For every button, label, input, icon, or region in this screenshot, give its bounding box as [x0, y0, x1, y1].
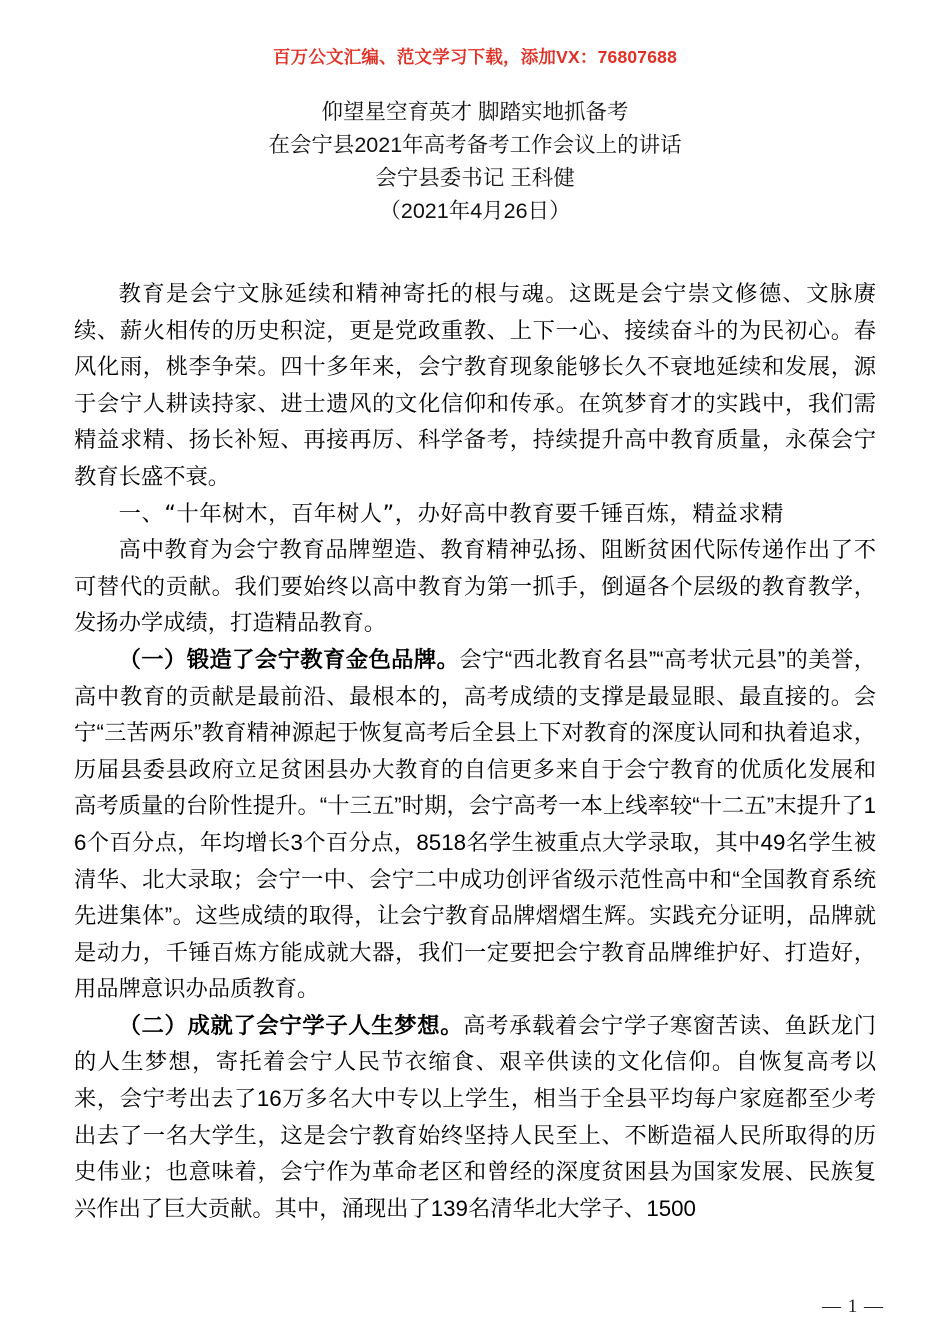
subsection-two-lead: （二）成就了会宁学子人生梦想。 — [118, 1012, 464, 1038]
paragraph-section-one-intro: 高中教育为会宁教育品牌塑造、教育精神弘扬、阻断贫困代际传递作出了不可替代的贡献。我们要始终以高中教育为第一抓手，倒逼各个层级的教育教学，发扬办学成绩，打造精品教育。 — [74, 537, 876, 636]
subsection-two-body: 高考承载着会宁学子寒窗苦读、鱼跃龙门的人生梦想，寄托着会宁人民节衣缩食、艰辛供读的文化信仰。自恢复高考以来，会宁考出去了16万多名大中专以上学生，相当于全县平均每户家庭都至少考出去了一名大学生，这是会宁教育始终坚持人民至上、不断造福人民所取得的历史伟业；也意味着，会宁作为革命老区和曾经的深度贫困县为国家发展、民族复兴作出了巨大贡献。其中，涌现出了139名清华北大学子、1500 — [74, 1012, 876, 1221]
section-heading-one: 一、“十年树木，百年树人”，办好高中教育要千锤百炼，精益求精 — [118, 500, 785, 527]
paragraph-subsection-one — [74, 642, 876, 1008]
title-line-date: （2021年4月26日） — [379, 199, 571, 223]
title-line-main: 仰望星空育英才 脚踏实地抓备考 — [321, 100, 629, 124]
title-line-subtitle: 在会宁县2021年高考备考工作会议上的讲话 — [268, 133, 682, 157]
title-line-speaker: 会宁县委书记 王科健 — [375, 166, 575, 190]
paragraph-subsection-two — [74, 1008, 876, 1228]
document-body — [74, 276, 876, 1227]
document-title-block — [0, 96, 950, 228]
paragraph-intro: 教育是会宁文脉延续和精神寄托的根与魂。这既是会宁崇文修德、文脉赓续、薪火相传的历史积淀，更是党政重教、上下一心、接续奋斗的为民初心。春风化雨，桃李争荣。四十多年来，会宁教育现象能够长久不衰地延续和发展，源于会宁人耕读持家、进士遗风的文化信仰和传承。在筑梦育才的实践中，我们需精益求精、扬长补短、再接再厉、科学备考，持续提升高中教育质量，永葆会宁教育长盛不衰。 — [74, 281, 876, 489]
promo-header-text: 百万公文汇编、范文学习下载，添加VX：76807688 — [272, 47, 678, 67]
page-number-footer: — 1 — — [822, 1296, 884, 1317]
subsection-one-lead: （一）锻造了会宁教育金色品牌。 — [118, 646, 460, 672]
subsection-one-body: 会宁“西北教育名县”“高考状元县”的美誉，高中教育的贡献是最前沿、最根本的，高考成绩的支撑是最显眼、最直接的。会宁“三苦两乐”教育精神源起于恢复高考后全县上下对教育的深度认同和执着追求，历届县委县政府立足贫困县办大教育的自信更多来自于会宁教育的优质化发展和高考质量的台阶性提升。“十三五”时期，会宁高考一本上线率较“十二五”末提升了16个百分点，年均增长3个百分点，8518名学生被重点大学录取，其中49名学生被清华、北大录取；会宁一中、会宁二中成功创评省级示范性高中和“全国教育系统先进集体”。这些成绩的取得，让会宁教育品牌熠熠生辉。实践充分证明，品牌就是动力，千锤百炼方能成就大器，我们一定要把会宁教育品牌维护好、打造好，用品牌意识办品质教育。 — [74, 646, 876, 1002]
